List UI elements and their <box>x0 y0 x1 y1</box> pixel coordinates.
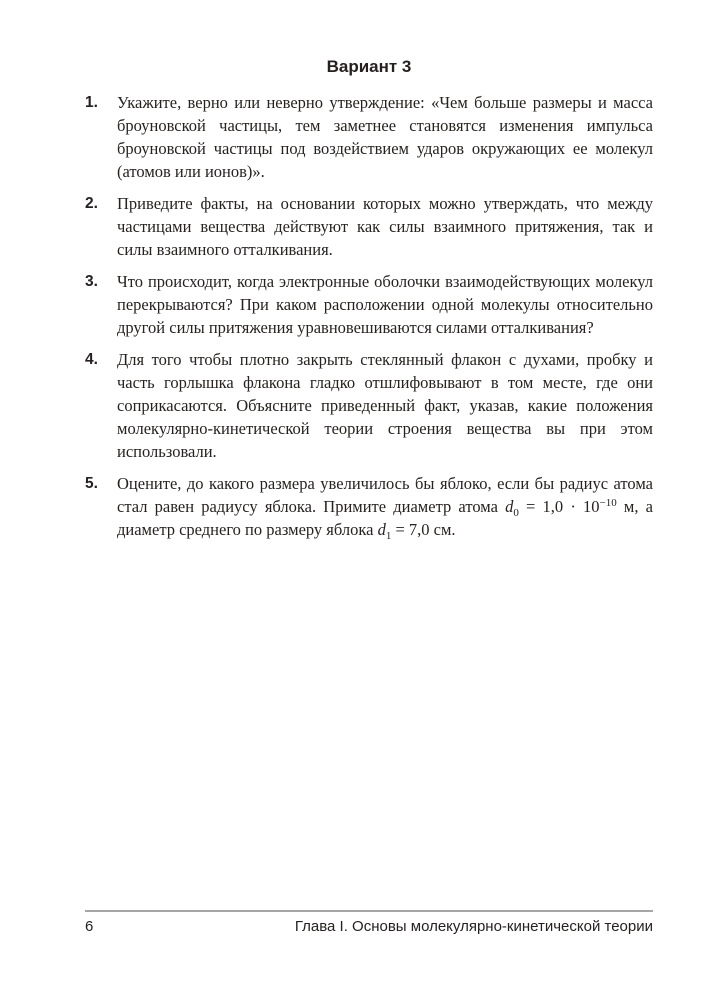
question-text-segment: = 7,0 см. <box>391 520 456 539</box>
question-text-segment: 0 <box>513 507 519 519</box>
question-text <box>117 472 653 541</box>
question-text-segment: −10 <box>599 497 617 509</box>
question-item <box>85 192 653 261</box>
question-number: 2. <box>85 195 98 212</box>
footer-chapter-title: Глава I. Основы молекулярно-кинетической теории <box>294 918 653 935</box>
page-content <box>85 55 653 550</box>
question-text-segment: м, а диаметр среднего по размеру яблока <box>117 497 653 539</box>
question-text-segment: d <box>377 520 386 539</box>
question-item <box>85 91 653 183</box>
question-text: Укажите, верно или неверно утверждение: «Чем больше размеры и масса броуновской частицы, тем заметнее становятся изменения импульса броуновской частицы под воздействием ударов окружающих ее молекул (атомов или ионов)». <box>117 93 653 181</box>
page-title: Вариант 3 <box>326 57 412 76</box>
question-number: 5. <box>85 475 98 492</box>
page-number: 6 <box>85 918 94 935</box>
question-text-segment: d <box>505 497 514 516</box>
question-text: Что происходит, когда электронные оболочки взаимодействующих молекул перекрываются? При каком расположении одной молекулы относительно другой силы притяжения уравновешиваются силами отталкивания? <box>117 272 653 337</box>
question-text-segment: = 1,0 · 10 <box>518 497 600 516</box>
page-footer <box>85 910 653 937</box>
question-item <box>85 270 653 339</box>
footer-row <box>85 917 653 937</box>
question-item <box>85 348 653 463</box>
question-number: 3. <box>85 273 98 290</box>
question-item <box>85 472 653 541</box>
footer-divider <box>85 910 653 912</box>
question-number: 1. <box>85 94 98 111</box>
question-number: 4. <box>85 351 98 368</box>
question-list <box>85 91 653 541</box>
question-text: Приведите факты, на основании которых можно утверждать, что между частицами вещества действуют как силы взаимного притяжения, так и силы взаимного отталкивания. <box>117 194 653 259</box>
question-text: Для того чтобы плотно закрыть стеклянный флакон с духами, пробку и часть горлышка флакона гладко отшлифовывают в том месте, где они соприкасаются. Объясните приведенный факт, указав, какие положения молекулярно-кинетической теории строения вещества вы при этом использовали. <box>117 350 653 461</box>
question-text-segment: Оцените, до какого размера увеличилось бы яблоко, если бы радиус атома стал равен радиусу яблока. Примите диаметр атома <box>117 474 653 516</box>
question-text-segment: 1 <box>385 530 392 542</box>
